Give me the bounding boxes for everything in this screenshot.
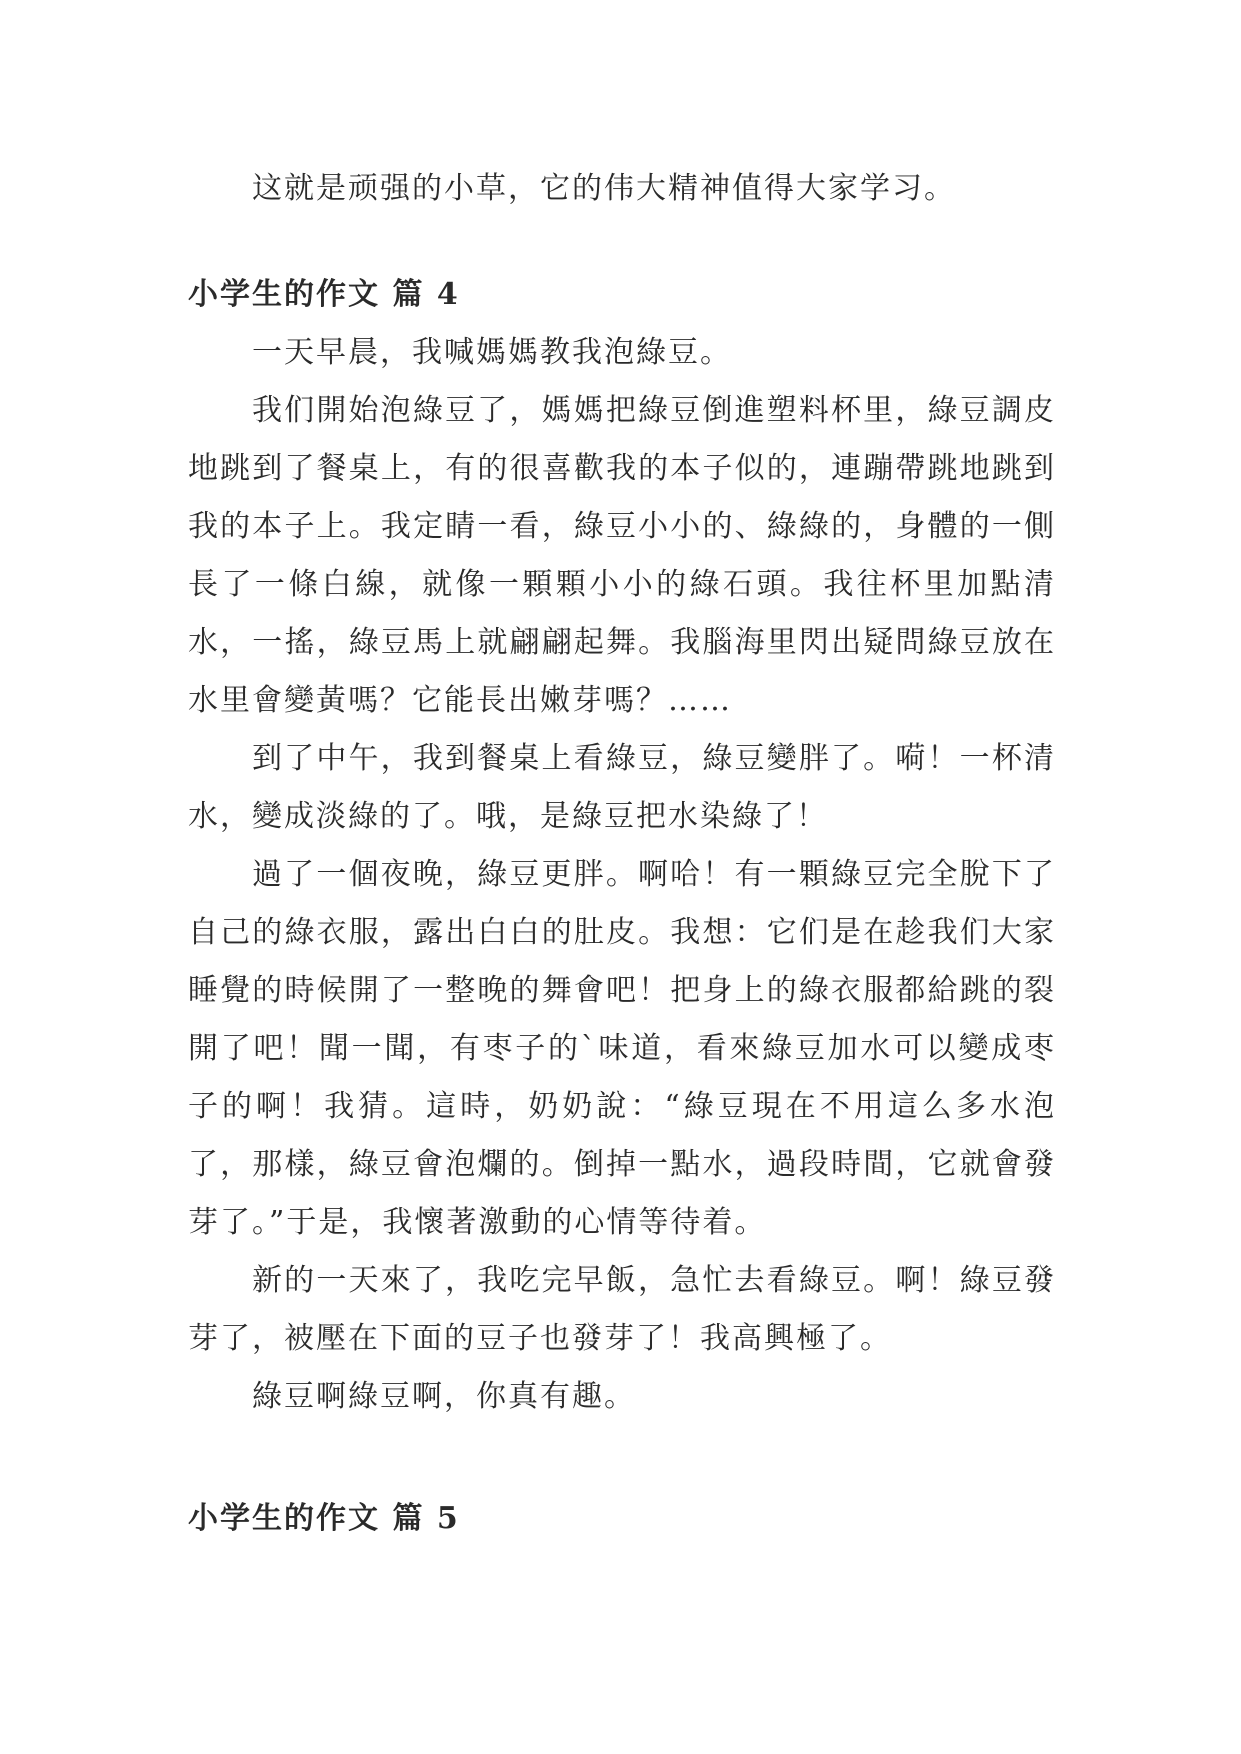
essay-5-heading: 小学生的作文 篇 5	[188, 1501, 460, 1536]
essay-4-paragraph-1: 一天早晨，我喊媽媽教我泡綠豆。	[252, 335, 732, 370]
essay-4-paragraph-2: 我们開始泡綠豆了，媽媽把綠豆倒進塑料杯里，綠豆調皮地跳到了餐桌上，有的很喜歡我的本子似的，連蹦帶跳地跳到我的本子上。我定睛一看，綠豆小小的、綠綠的，身體的一側長了一條白線，就像一顆顆小小的綠石頭。我往杯里加點清水，一搖，綠豆馬上就翩翩起舞。我腦海里閃出疑問綠豆放在水里會變黃嗎？它能長出嫩芽嗎？……	[188, 393, 1056, 718]
essay-4-heading: 小学生的作文 篇 4	[188, 277, 460, 312]
essay-4-paragraph-4: 過了一個夜晚，綠豆更胖。啊哈！有一顆綠豆完全脫下了自己的綠衣服，露出白白的肚皮。我想：它们是在趁我们大家睡覺的時候開了一整晚的舞會吧！把身上的綠衣服都給跳的裂開了吧！聞一聞，有枣子的`味道，看來綠豆加水可以變成枣子的啊！我猜。這時，奶奶說：“綠豆現在不用這么多水泡了，那樣，綠豆會泡爛的。倒掉一點水，過段時間，它就會發芽了。”于是，我懷著激動的心情等待着。	[188, 857, 1056, 1240]
section-spacer	[188, 218, 1056, 266]
essay-4-paragraph-6: 綠豆啊綠豆啊，你真有趣。	[252, 1379, 636, 1414]
document-body	[188, 160, 1056, 1548]
essay-4-paragraph-3: 到了中午，我到餐桌上看綠豆，綠豆變胖了。嗬！一杯清水，變成淡綠的了。哦，是綠豆把水染綠了！	[188, 741, 1056, 834]
section-spacer	[188, 1426, 1056, 1490]
essay-4-paragraph-5: 新的一天來了，我吃完早飯，急忙去看綠豆。啊！綠豆發芽了，被壓在下面的豆子也發芽了！我高興極了。	[188, 1263, 1056, 1356]
intro-paragraph: 这就是顽强的小草，它的伟大精神值得大家学习。	[252, 171, 956, 206]
